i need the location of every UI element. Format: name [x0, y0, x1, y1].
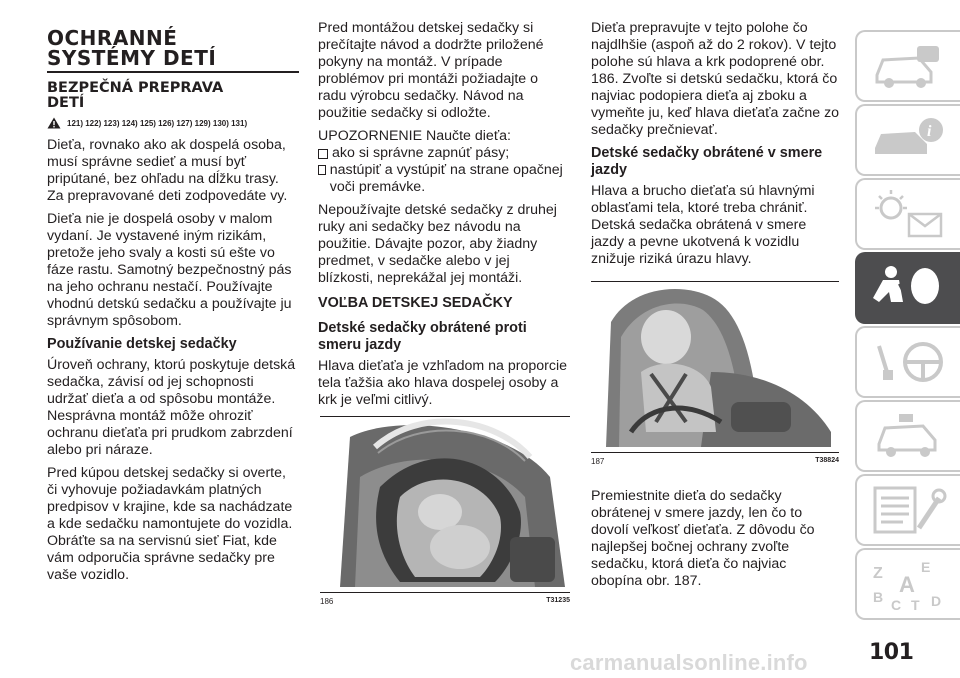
paragraph: Pred montážou detskej sedačky si prečítajte návod a dodržte priložené pokyny na montáž. V prípade problémov pri montáži požiadajte o radu výrobcu sedačky. Návod na použitie sedačky si odložte.	[318, 20, 544, 121]
subheading-forward-facing: Detské sedačky obrátené v smere jazdy	[591, 145, 823, 178]
chapter-title-line-1: OCHRANNÉ	[47, 26, 178, 50]
chapter-tab-sidebar	[855, 0, 960, 678]
svg-text:B: B	[873, 589, 884, 605]
figure-187	[591, 281, 839, 466]
paragraph: Premiestnite dieťa do sedačky obrátenej v smere jazdy, len čo to dovolí veľkosť dieťaťa. Z dôvodu čo najlepšej bočnej ochrany zvoľte sedačku, ktorá dieťa čo najviac obopína obr. 187.	[591, 488, 815, 589]
warning-triangle-icon	[47, 117, 61, 129]
column-2	[318, 20, 568, 415]
paragraph: Úroveň ochrany, ktorú poskytuje detská sedačka, závisí od jej schopnosti udržať dieťa a od spôsobu montáže. Nesprávna montáž môže ohroziť ochranu dieťaťa pri prudkom zabrzdení alebo pri náraze.	[47, 357, 296, 458]
paragraph: Hlava a brucho dieťaťa sú hlavnými oblasťami tela, ktoré treba chrániť. Detská sedačka obrátená v smere jazdy a pevne ukotvená k vozidlu znižuje riziká úrazu hlavy.	[591, 183, 815, 267]
tab-starting-driving[interactable]	[855, 326, 960, 398]
airbag-person-icon	[869, 262, 949, 314]
car-emergency-icon	[869, 410, 949, 462]
warning-ref-list: 121) 122) 123) 124) 125) 126) 127) 129) 130) 131)	[67, 118, 248, 128]
svg-text:T: T	[911, 597, 920, 613]
svg-text:C: C	[891, 597, 902, 613]
figure-number: 187	[591, 457, 605, 466]
figure-code: T31235	[546, 597, 570, 604]
checkbox-bullet-icon	[318, 165, 326, 175]
subheading-choice: VOĽBA DETSKEJ SEDAČKY	[318, 295, 513, 311]
svg-text:D: D	[931, 593, 942, 609]
title-divider	[47, 71, 299, 73]
list-item-text: ako si správne zapnúť pásy;	[332, 145, 510, 161]
figure-186	[320, 416, 570, 606]
tab-maintenance[interactable]	[855, 474, 960, 546]
warning-references	[47, 117, 297, 129]
subheading-rear-facing: Detské sedačky obrátené proti smeru jazdy	[318, 320, 527, 353]
tab-emergency[interactable]	[855, 400, 960, 472]
tab-vehicle-info[interactable]	[855, 104, 960, 176]
paragraph: Hlava dieťaťa je vzhľadom na proporcie tela ťažšia ako hlava dospelej osoby a krk je veľmi citlivý.	[318, 358, 568, 408]
list-item-text: nastúpiť a vystúpiť na strane opačnej voči premávke.	[329, 162, 563, 195]
svg-text:Z: Z	[873, 565, 883, 582]
page-number: 101	[869, 640, 914, 665]
tab-warning-lights[interactable]	[855, 178, 960, 250]
paragraph: Dieťa prepravujte v tejto polohe čo najdlhšie (aspoň až do 2 rokov). V tejto polohe sú hlava a krk podoprené obr. 186. Zvoľte si detskú sedačku, ktorá čo najviac podopiera dieťa aj zboku a vymeňte ju, keď hlava dieťaťa začne zo sedačky prečnievať.	[591, 20, 840, 138]
subheading-usage: Používanie detskej sedačky	[47, 336, 237, 352]
chapter-title-line-2: SYSTÉMY DETÍ	[47, 46, 217, 70]
column-3-continued	[591, 488, 841, 596]
figure-bottom-rule	[320, 592, 570, 593]
car-info-icon	[869, 114, 949, 166]
paragraph: Dieťa, rovnako ako ak dospelá osoba, musí správne sedieť a musí byť pripútané, bez ohľadu na dĺžku trasy. Za prepravované deti zodpovedáte vy.	[47, 137, 288, 204]
chapter-title	[47, 28, 297, 68]
rear-facing-seat-illustration	[320, 417, 570, 587]
site-watermark: carmanualsonline.info	[570, 650, 808, 675]
car-dashboard-icon	[869, 40, 949, 92]
paragraph: Nepoužívajte detské sedačky z druhej ruky ani sedačky bez návodu na použitie. Dávajte pozor, aby žiadny predmet, v sedačke alebo v jej blízkosti, neprekážal jej montáži.	[318, 202, 557, 286]
column-3	[591, 20, 841, 274]
svg-text:A: A	[899, 572, 915, 597]
figure-number: 186	[320, 597, 334, 606]
steering-wheel-icon	[869, 336, 949, 388]
section-title	[47, 81, 297, 111]
checklist-wrench-icon	[869, 484, 949, 536]
alphabet-index-icon	[869, 558, 949, 614]
tab-safety[interactable]	[855, 252, 960, 324]
figure-bottom-rule	[591, 452, 839, 453]
warning-intro: UPOZORNENIE Naučte dieťa:	[318, 128, 511, 144]
svg-text:i: i	[927, 123, 932, 140]
list-item	[318, 145, 568, 162]
section-title-line-1: BEZPEČNÁ PREPRAVA	[47, 80, 224, 96]
figure-caption	[320, 597, 570, 606]
tab-index[interactable]	[855, 548, 960, 620]
figure-code: T38824	[815, 457, 839, 464]
tab-dashboard[interactable]	[855, 30, 960, 102]
section-title-line-2: DETÍ	[47, 95, 85, 111]
warning-lights-icon	[869, 188, 949, 240]
paragraph: Pred kúpou detskej sedačky si overte, či vyhovuje požiadavkám platných predpisov v krajine, kde sa nachádzate a kde sedačku namontujete do vozidla. Obráťte sa na servisnú sieť Fiat, kde vám odporučia správne sedačky pre vaše vozidlo.	[47, 465, 293, 583]
checkbox-bullet-icon	[318, 149, 328, 159]
forward-facing-seat-illustration	[591, 282, 839, 447]
svg-text:E: E	[921, 559, 931, 575]
figure-caption	[591, 457, 839, 466]
column-1	[47, 28, 297, 590]
paragraph: Dieťa nie je dospelá osoby v malom vydaní. Je vystavené iným rizikám, pretože jeho svaly a kosti sú ešte vo fáze rastu. Samotný bezpečnostný pás na jeho ochranu nestačí. Používajte vhodnú detskú sedačku a používajte ju správnym spôsobom.	[47, 211, 292, 329]
list-item	[318, 162, 568, 196]
